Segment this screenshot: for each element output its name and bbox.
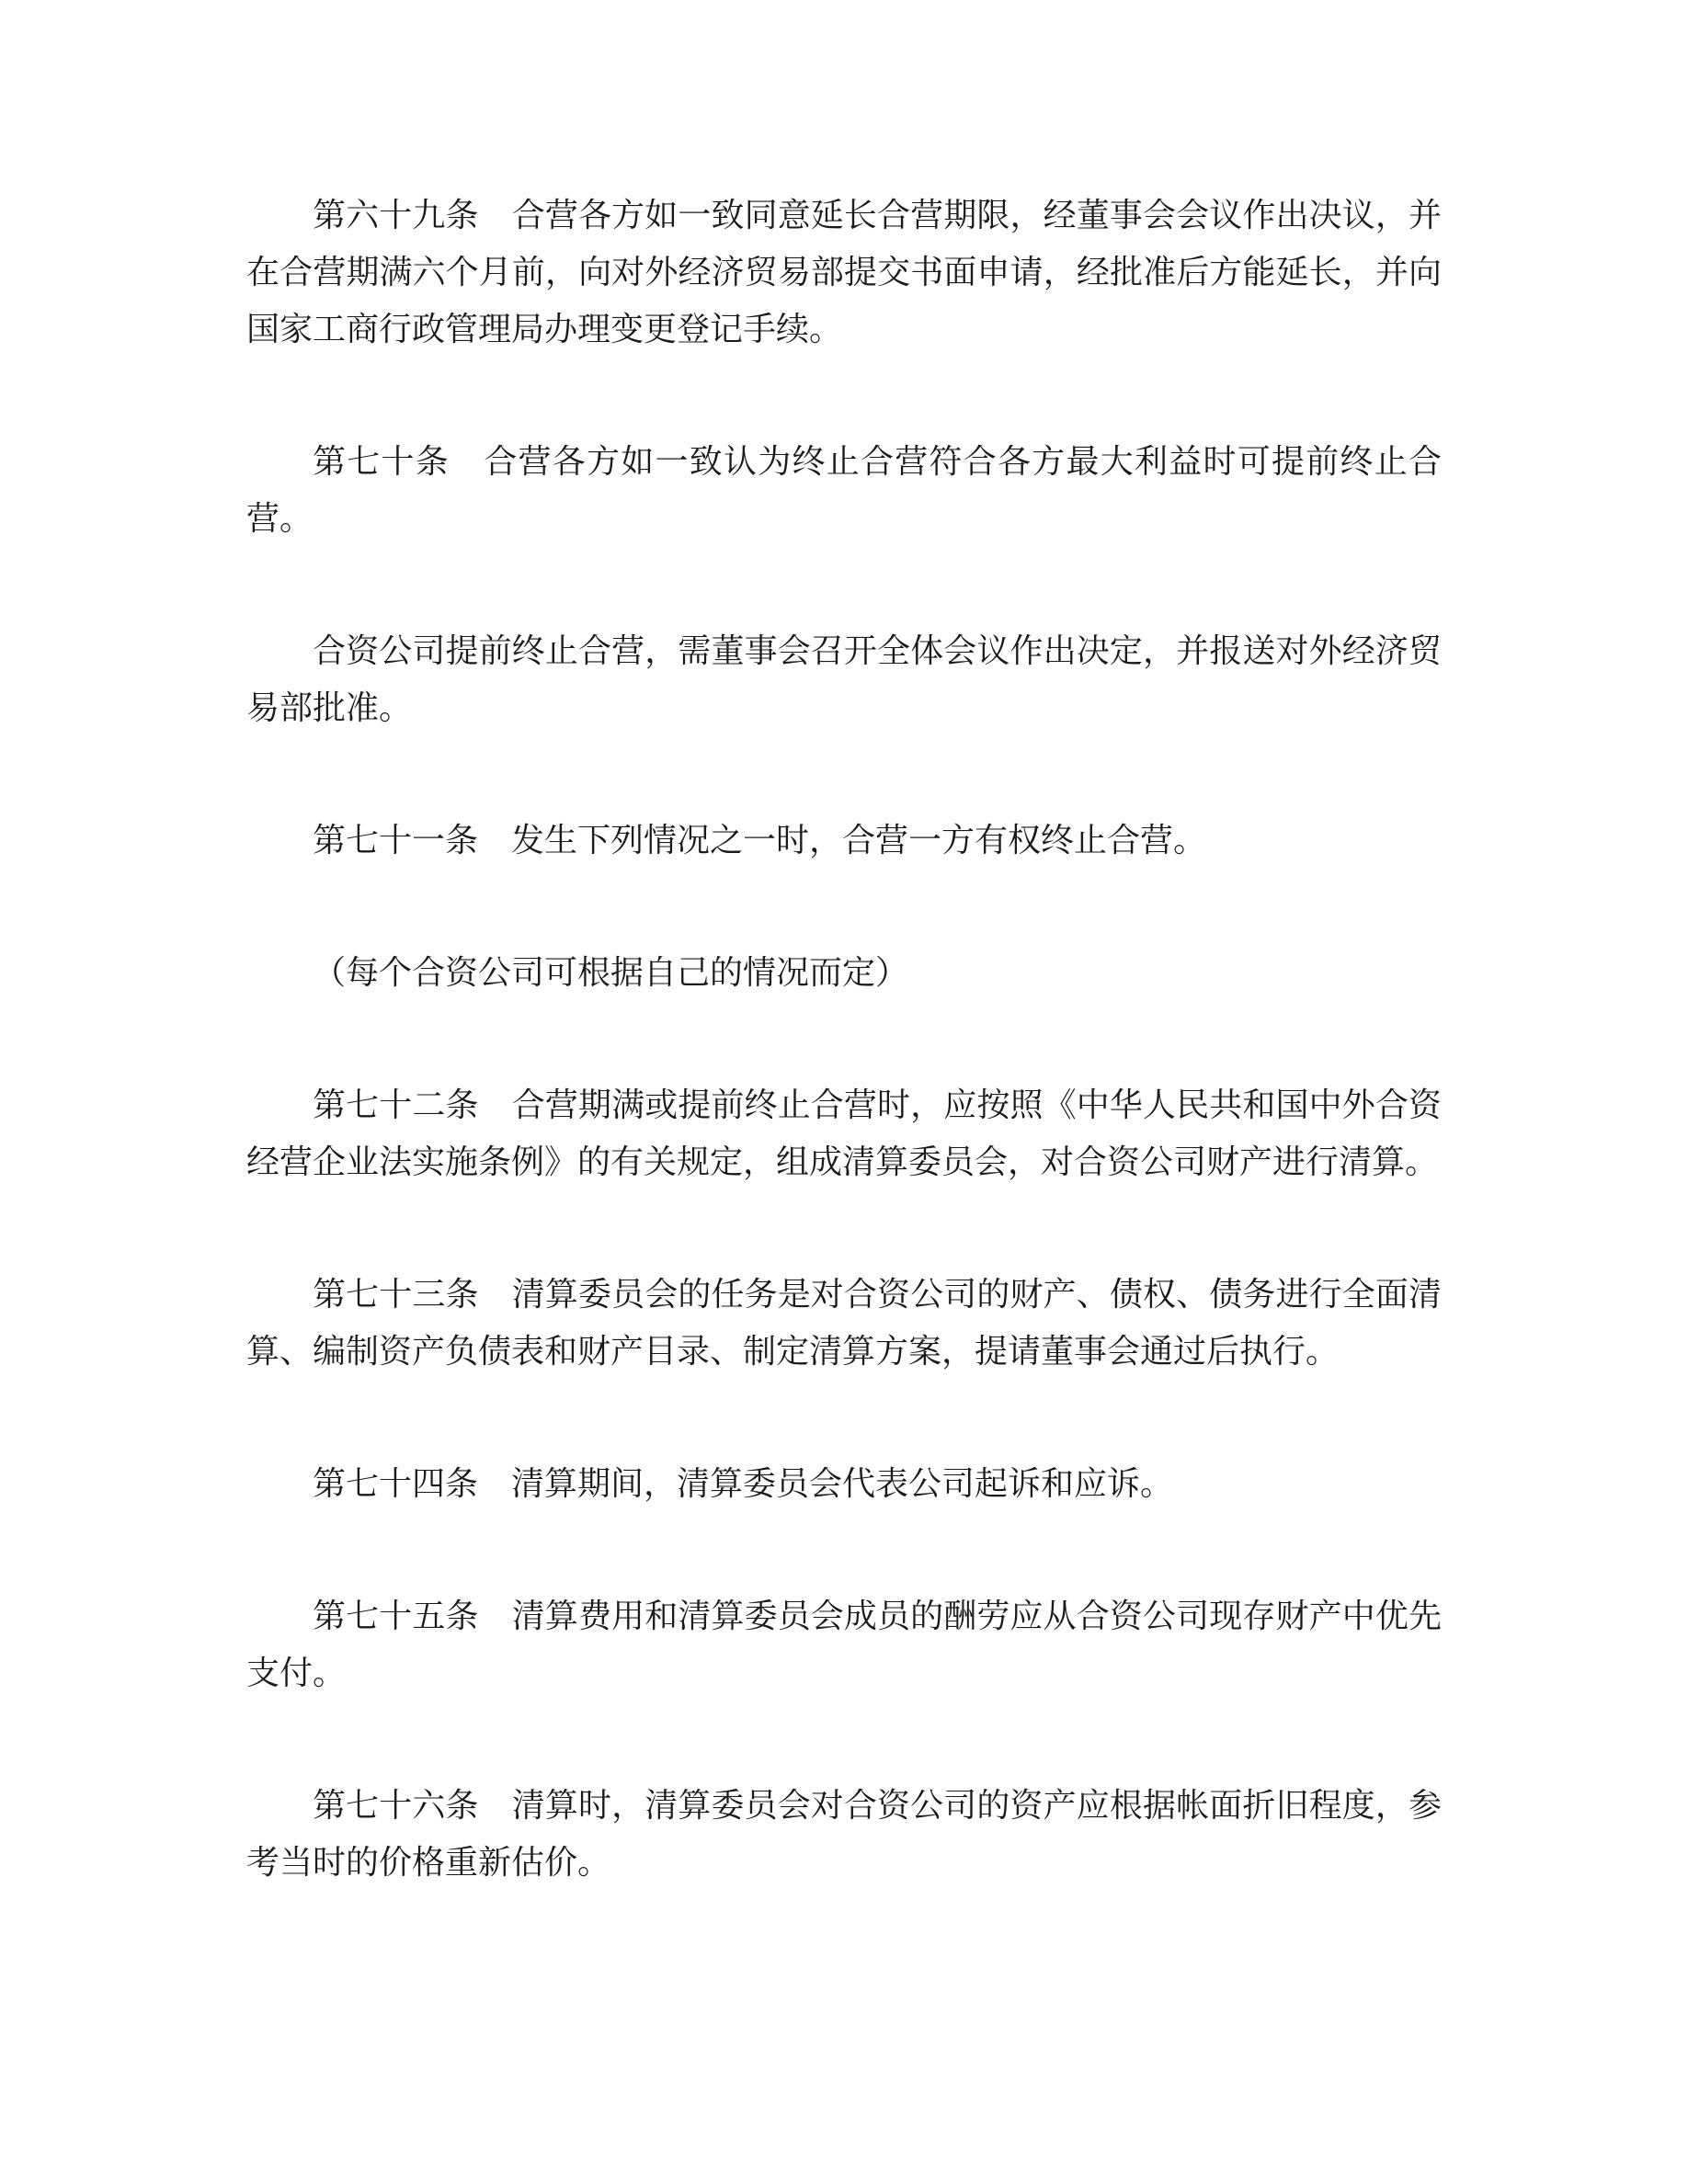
article-71-note: （每个合资公司可根据自己的情况而定） (313, 954, 909, 992)
document-body (246, 188, 1442, 1967)
article-71: 第七十一条 发生下列情况之一时，合营一方有权终止合营。 (313, 822, 1207, 859)
article-70: 第七十条 合营各方如一致认为终止合营符合各方最大利益时可提前终止合营。 (246, 443, 1442, 538)
article-73: 第七十三条 清算委员会的任务是对合资公司的财产、债权、债务进行全面清算、编制资产负债表和财产目录、制定清算方案，提请董事会通过后执行。 (246, 1276, 1442, 1371)
article-69: 第六十九条 合营各方如一致同意延长合营期限，经董事会会议作出决议，并在合营期满六个月前，向对外经济贸易部提交书面申请，经批准后方能延长，并向国家工商行政管理局办理变更登记手续。 (246, 197, 1442, 348)
article-72: 第七十二条 合营期满或提前终止合营时，应按照《中华人民共和国中外合资经营企业法实施条例》的有关规定，组成清算委员会，对合资公司财产进行清算。 (246, 1086, 1442, 1181)
article-76: 第七十六条 清算时，清算委员会对合资公司的资产应根据帐面折旧程度，参考当时的价格重新估价。 (246, 1787, 1442, 1882)
article-75: 第七十五条 清算费用和清算委员会成员的酬劳应从合资公司现存财产中优先支付。 (246, 1598, 1442, 1692)
article-74: 第七十四条 清算期间，清算委员会代表公司起诉和应诉。 (313, 1465, 1174, 1503)
article-70-clause: 合资公司提前终止合营，需董事会召开全体会议作出决定，并报送对外经济贸易部批准。 (246, 632, 1442, 727)
